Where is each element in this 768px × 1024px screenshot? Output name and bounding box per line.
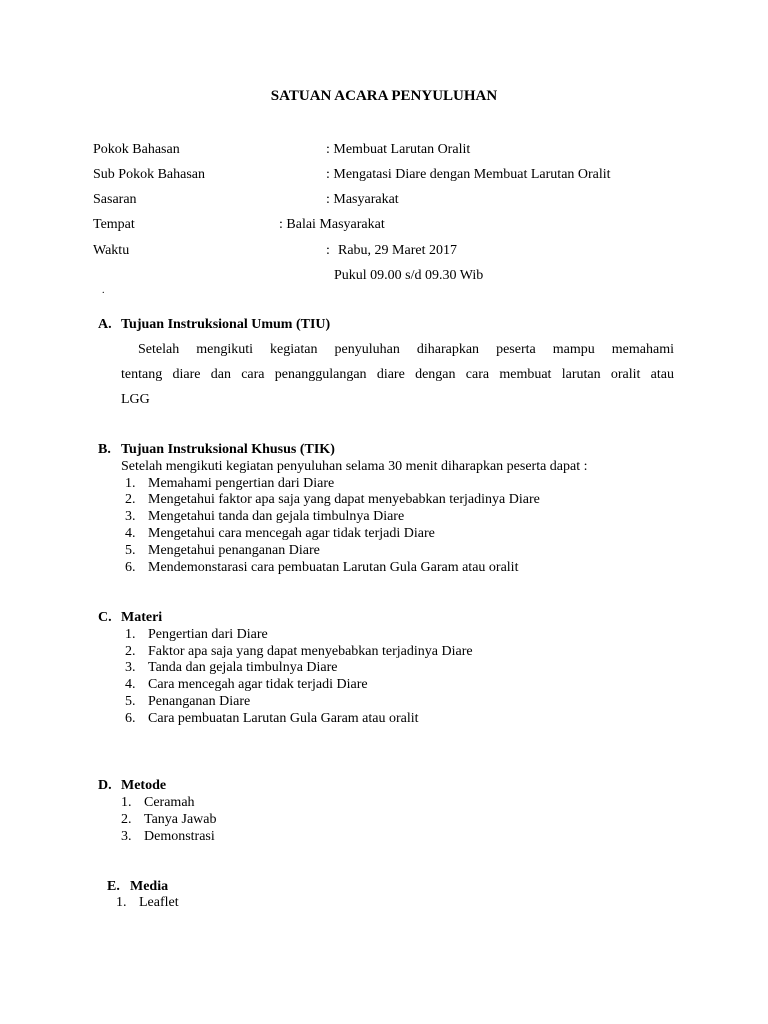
list-item: Pengertian dari Diare: [148, 627, 268, 642]
list-item: Demonstrasi: [144, 829, 215, 844]
list-item-number: 5.: [125, 543, 136, 558]
sasaran-label: Sasaran: [93, 192, 137, 207]
waktu-time: Pukul 09.00 s/d 09.30 Wib: [334, 268, 484, 283]
pokok-bahasan-label: Pokok Bahasan: [93, 142, 180, 157]
section-e-letter: E.: [107, 879, 120, 894]
list-item: Cara pembuatan Larutan Gula Garam atau oralit: [148, 711, 419, 726]
list-item: Tanda dan gejala timbulnya Diare: [148, 660, 338, 675]
list-item: Ceramah: [144, 795, 195, 810]
list-item-number: 4.: [125, 677, 136, 692]
list-item: Mengetahui cara mencegah agar tidak terjadi Diare: [148, 526, 435, 541]
section-a-paragraph-line2: tentang diare dan cara penanggulangan diare dengan cara membuat larutan oralit atau: [121, 367, 674, 382]
section-a-paragraph-line1: Setelah mengikuti kegiatan penyuluhan diharapkan peserta mampu memahami: [138, 342, 674, 357]
section-a-letter: A.: [98, 317, 112, 332]
list-item: Tanya Jawab: [144, 812, 217, 827]
tempat-label: Tempat: [93, 217, 135, 232]
list-item-number: 3.: [121, 829, 132, 844]
section-d-heading: Metode: [121, 778, 167, 793]
list-item: Mengetahui penanganan Diare: [148, 543, 320, 558]
list-item: Faktor apa saja yang dapat menyebabkan terjadinya Diare: [148, 644, 473, 659]
tempat-value: : Balai Masyarakat: [279, 217, 385, 232]
section-d-letter: D.: [98, 778, 112, 793]
list-item-number: 2.: [121, 812, 132, 827]
waktu-label: Waktu: [93, 243, 130, 258]
list-item-number: 2.: [125, 644, 136, 659]
section-a-paragraph-line3: LGG: [121, 392, 150, 407]
list-item-number: 1.: [125, 627, 136, 642]
list-item: Penanganan Diare: [148, 694, 251, 709]
section-c-heading: Materi: [121, 610, 163, 625]
waktu-date: Rabu, 29 Maret 2017: [338, 243, 457, 258]
sub-pokok-bahasan-label: Sub Pokok Bahasan: [93, 167, 205, 182]
list-item-number: 1.: [125, 476, 136, 491]
list-item-number: 4.: [125, 526, 136, 541]
list-item-number: 2.: [125, 492, 136, 507]
list-item: Memahami pengertian dari Diare: [148, 476, 335, 491]
sasaran-value: : Masyarakat: [326, 192, 399, 207]
section-b-intro: Setelah mengikuti kegiatan penyuluhan selama 30 menit diharapkan peserta dapat :: [121, 459, 588, 474]
sub-pokok-bahasan-value: : Mengatasi Diare dengan Membuat Larutan Oralit: [326, 167, 611, 182]
list-item: Mengetahui faktor apa saja yang dapat menyebabkan terjadinya Diare: [148, 492, 540, 507]
list-item: Leaflet: [139, 895, 179, 910]
document-title: SATUAN ACARA PENYULUHAN: [270, 88, 498, 104]
list-item-number: 1.: [121, 795, 132, 810]
waktu-colon: :: [326, 243, 330, 258]
list-item-number: 6.: [125, 711, 136, 726]
list-item-number: 6.: [125, 560, 136, 575]
list-item-number: 3.: [125, 509, 136, 524]
section-b-letter: B.: [98, 442, 111, 457]
list-item-number: 1.: [116, 895, 127, 910]
section-b-heading: Tujuan Instruksional Khusus (TIK): [121, 442, 335, 457]
section-e-heading: Media: [130, 879, 169, 894]
list-item: Mendemonstarasi cara pembuatan Larutan Gula Garam atau oralit: [148, 560, 519, 575]
section-a-heading: Tujuan Instruksional Umum (TIU): [121, 317, 331, 332]
list-item-number: 5.: [125, 694, 136, 709]
list-item-number: 3.: [125, 660, 136, 675]
list-item: Cara mencegah agar tidak terjadi Diare: [148, 677, 368, 692]
stray-dot: .: [102, 285, 105, 296]
pokok-bahasan-value: : Membuat Larutan Oralit: [326, 142, 471, 157]
list-item: Mengetahui tanda dan gejala timbulnya Diare: [148, 509, 405, 524]
section-c-letter: C.: [98, 610, 112, 625]
